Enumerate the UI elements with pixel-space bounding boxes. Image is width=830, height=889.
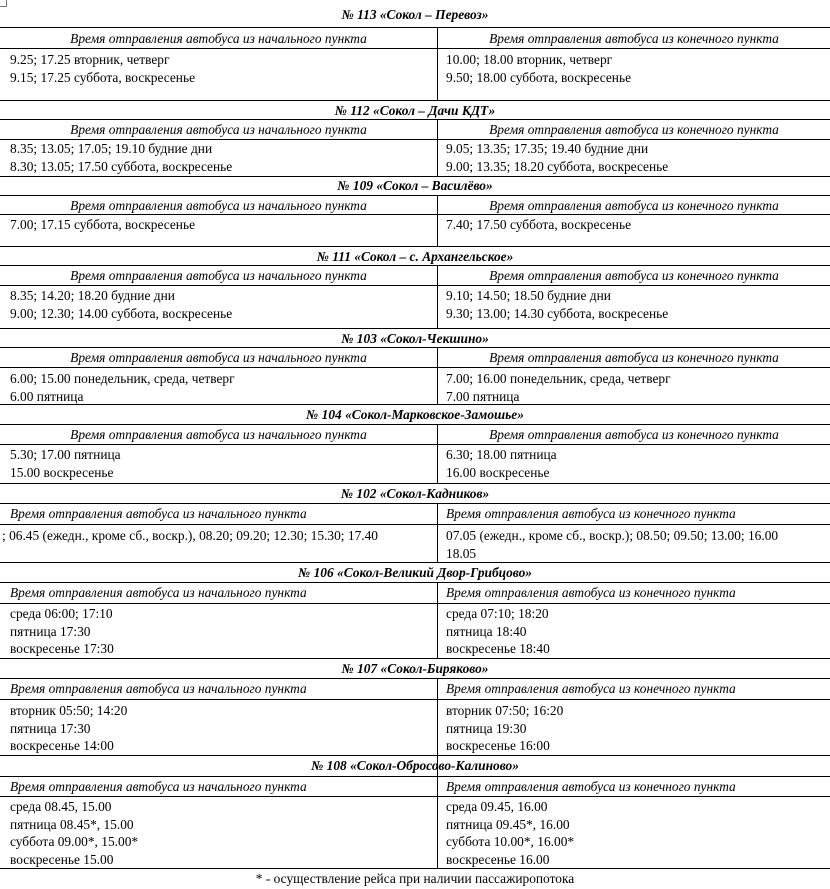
route-109-right-header: Время отправления автобуса из конечного пункта <box>489 198 779 213</box>
schedule-line: 8.30; 13.05; 17.50 суббота, воскресенье <box>10 158 233 174</box>
schedule-line: воскресенье 15.00 <box>10 851 114 867</box>
route-111-left-times <box>10 287 232 322</box>
rule <box>0 119 830 120</box>
rule <box>0 424 830 425</box>
rule <box>0 524 830 525</box>
rule <box>0 328 830 329</box>
column-divider <box>437 503 438 562</box>
route-108-title: № 108 «Сокол-Обросово-Калиново» <box>311 758 519 773</box>
schedule-line: 10.00; 18.00 вторник, четверг <box>446 52 613 67</box>
route-103-left-header: Время отправления автобуса из начального пункта <box>70 350 367 365</box>
rule <box>0 100 830 101</box>
column-divider <box>437 347 438 404</box>
schedule-line: вторник 07:50; 16:20 <box>446 703 564 718</box>
route-106-right-times <box>446 605 550 658</box>
rule <box>0 658 830 659</box>
footnote: * - осуществление рейса при наличии пассажиропотока <box>255 871 575 886</box>
route-102-left-header: Время отправления автобуса из начального пункта <box>10 506 307 521</box>
schedule-line: 18.05 <box>446 545 477 561</box>
route-113-left-times <box>10 51 195 86</box>
route-112-left-times <box>10 140 232 175</box>
route-108-left-times <box>10 798 138 868</box>
route-113-title: № 113 «Сокол – Перевоз» <box>341 7 489 22</box>
route-104-right-times <box>446 446 557 481</box>
schedule-line: 5.30; 17.00 пятница <box>10 447 121 462</box>
route-106-left-times <box>10 605 114 658</box>
schedule-line: 07.05 (ежедн., кроме сб., воскр.); 08.50; 09.50; 13.00; 16.00 <box>446 528 779 543</box>
route-103-title: № 103 «Сокол-Чекшино» <box>341 331 489 346</box>
schedule-line: 8.35; 14.20; 18.20 будние дни <box>10 288 175 303</box>
route-112-left-header: Время отправления автобуса из начального пункта <box>70 122 367 137</box>
column-divider <box>437 678 438 755</box>
rule <box>0 367 830 368</box>
route-102-title: № 102 «Сокол-Кадников» <box>340 486 490 501</box>
rule <box>0 444 830 445</box>
route-104-left-header: Время отправления автобуса из начального пункта <box>70 427 367 442</box>
schedule-line: среда 06:00; 17:10 <box>10 606 113 621</box>
route-108-right-header: Время отправления автобуса из конечного пункта <box>446 779 736 794</box>
schedule-line: 6.30; 18.00 пятница <box>446 447 557 462</box>
schedule-line: 15.00 воскресенье <box>10 464 114 480</box>
rule <box>0 503 830 504</box>
schedule-line: суббота 09.00*, 15.00* <box>10 834 139 849</box>
schedule-line: воскресенье 16:00 <box>446 738 550 753</box>
schedule-line: пятница 17:30 <box>10 623 91 639</box>
schedule-line: 6.00 пятница <box>10 388 84 404</box>
route-112-title: № 112 «Сокол – Дачи КДТ» <box>334 103 496 118</box>
rule <box>0 27 830 28</box>
schedule-line: 7.40; 17.50 суббота, воскресенье <box>446 217 632 232</box>
schedule-line: 6.00; 15.00 понедельник, среда, четверг <box>10 371 235 386</box>
rule <box>0 699 830 700</box>
schedule-line: ; 06.45 (ежедн., кроме сб., воскр.), 08.20; 09.20; 12.30; 15.30; 17.40 <box>2 528 379 543</box>
rule <box>0 562 830 563</box>
column-divider <box>437 119 438 176</box>
schedule-line: воскресенье 16.00 <box>446 851 550 867</box>
rule <box>0 582 830 583</box>
schedule-line: 9.10; 14.50; 18.50 будние дни <box>446 288 611 303</box>
route-104-title: № 104 «Сокол-Марковское-Замошье» <box>306 407 524 422</box>
schedule-line: 9.05; 13.35; 17.35; 19.40 будние дни <box>446 141 649 156</box>
schedule-line: 9.00; 12.30; 14.00 суббота, воскресенье <box>10 305 233 321</box>
schedule-line: суббота 10.00*, 16.00* <box>446 834 575 849</box>
rule <box>0 285 830 286</box>
route-104-left-times <box>10 446 121 481</box>
route-108-right-times <box>446 798 574 868</box>
column-divider <box>437 195 438 246</box>
route-109-left-header: Время отправления автобуса из начального пункта <box>70 198 367 213</box>
rule <box>0 678 830 679</box>
route-106-right-header: Время отправления автобуса из конечного пункта <box>446 585 736 600</box>
schedule-line: среда 07:10; 18:20 <box>446 606 549 621</box>
route-112-right-header: Время отправления автобуса из конечного пункта <box>489 122 779 137</box>
schedule-line: 9.00; 13.35; 18.20 суббота, воскресенье <box>446 158 669 174</box>
schedule-line: вторник 05:50; 14:20 <box>10 703 128 718</box>
column-divider <box>437 755 438 868</box>
schedule-line: 8.35; 13.05; 17.05; 19.10 будние дни <box>10 141 213 156</box>
schedule-line: пятница 08.45*, 15.00 <box>10 816 134 832</box>
rule <box>0 48 830 49</box>
route-104-right-header: Время отправления автобуса из конечного пункта <box>489 427 779 442</box>
schedule-line: пятница 17:30 <box>10 720 91 736</box>
column-divider <box>437 582 438 658</box>
rule <box>0 139 830 140</box>
route-111-right-times <box>446 287 668 322</box>
rule <box>0 246 830 247</box>
rule <box>0 483 830 484</box>
schedule-line: воскресенье 14:00 <box>10 738 114 753</box>
route-107-right-header: Время отправления автобуса из конечного пункта <box>446 681 736 696</box>
route-113-right-times <box>446 51 631 86</box>
schedule-line: 7.00; 17.15 суббота, воскресенье <box>10 217 196 232</box>
route-109-right-times <box>446 216 631 234</box>
schedule-line: среда 08.45, 15.00 <box>10 799 112 814</box>
schedule-line: пятница 18:40 <box>446 623 527 639</box>
route-113-right-header: Время отправления автобуса из конечного пункта <box>489 31 779 46</box>
schedule-line: 7.00 пятница <box>446 388 520 404</box>
route-111-left-header: Время отправления автобуса из начального пункта <box>70 268 367 283</box>
schedule-line: пятница 19:30 <box>446 720 527 736</box>
route-106-left-header: Время отправления автобуса из начального пункта <box>10 585 307 600</box>
rule <box>0 176 830 177</box>
schedule-line: 9.15; 17.25 суббота, воскресенье <box>10 69 196 85</box>
rule <box>0 776 830 777</box>
schedule-line: 7.00; 16.00 понедельник, среда, четверг <box>446 371 671 386</box>
schedule-line: 16.00 воскресенье <box>446 464 550 480</box>
rule <box>0 265 830 266</box>
schedule-line: 9.25; 17.25 вторник, четверг <box>10 52 170 67</box>
rule <box>0 195 830 196</box>
route-108-left-header: Время отправления автобуса из начального пункта <box>10 779 307 794</box>
rule <box>0 796 830 797</box>
schedule-line: воскресенье 18:40 <box>446 641 550 656</box>
route-102-right-header: Время отправления автобуса из конечного пункта <box>446 506 736 521</box>
rule <box>0 603 830 604</box>
route-111-title: № 111 «Сокол – с. Архангельское» <box>316 249 514 264</box>
schedule-line: среда 09.45, 16.00 <box>446 799 548 814</box>
route-102-left-times <box>2 527 378 545</box>
rule <box>0 347 830 348</box>
route-111-right-header: Время отправления автобуса из конечного пункта <box>489 268 779 283</box>
route-112-right-times <box>446 140 668 175</box>
route-103-right-header: Время отправления автобуса из конечного пункта <box>489 350 779 365</box>
rule <box>0 404 830 405</box>
route-107-left-times <box>10 702 127 755</box>
schedule-line: 9.50; 18.00 суббота, воскресенье <box>446 69 632 85</box>
schedule-line: воскресенье 17:30 <box>10 641 114 656</box>
route-107-title: № 107 «Сокол-Биряково» <box>341 661 489 676</box>
schedule-line: 9.30; 13.00; 14.30 суббота, воскресенье <box>446 305 669 321</box>
column-divider <box>437 27 438 100</box>
column-divider <box>437 424 438 483</box>
route-107-right-times <box>446 702 563 755</box>
rule <box>0 755 830 756</box>
route-109-left-times <box>10 216 195 234</box>
route-106-title: № 106 «Сокол-Великий Двор-Грибцово» <box>298 565 532 580</box>
column-divider <box>437 265 438 328</box>
route-103-right-times <box>446 370 671 405</box>
rule <box>0 868 830 869</box>
schedule-line: пятница 09.45*, 16.00 <box>446 816 570 832</box>
rule <box>0 214 830 215</box>
route-102-right-times <box>446 527 778 562</box>
route-113-left-header: Время отправления автобуса из начального пункта <box>70 31 367 46</box>
route-109-title: № 109 «Сокол – Василёво» <box>337 178 493 193</box>
route-107-left-header: Время отправления автобуса из начального пункта <box>10 681 307 696</box>
route-103-left-times <box>10 370 235 405</box>
